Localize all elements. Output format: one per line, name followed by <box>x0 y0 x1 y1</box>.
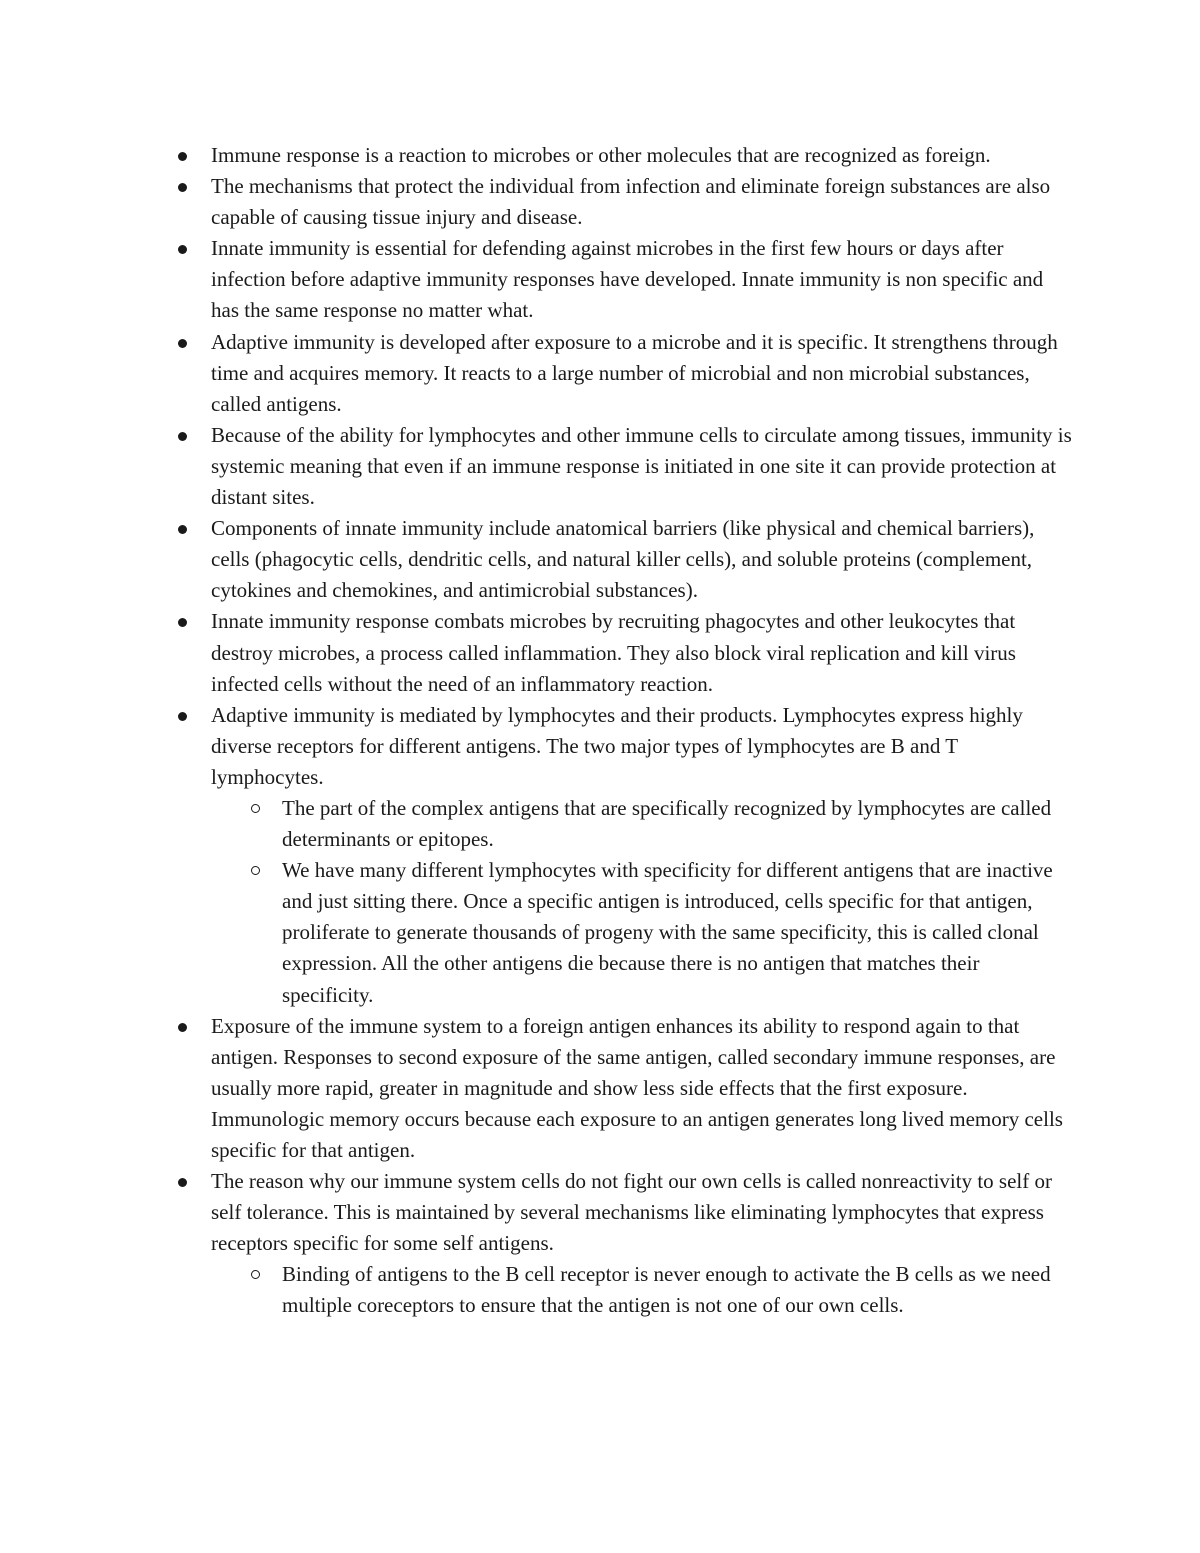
list-item <box>175 327 1075 420</box>
bullet-icon <box>178 432 187 441</box>
list-item <box>175 233 1075 326</box>
list-item-text: Because of the ability for lymphocytes and other immune cells to circulate among tissues, immunity is systemic meaning that even if an immune response is initiated in one site it can provide protection at distant sites. <box>211 422 1072 510</box>
sub-list-item <box>175 793 1075 855</box>
list-item-text: The reason why our immune system cells do not fight our own cells is called nonreactivity to self or self tolerance. This is maintained by several mechanisms like eliminating lymphocytes that express receptors specific for some self antigens. <box>211 1169 1052 1256</box>
list-item <box>175 606 1075 699</box>
circle-bullet-icon <box>251 866 260 875</box>
list-item <box>175 1166 1075 1321</box>
list-item <box>175 1011 1075 1166</box>
list-item-text: The mechanisms that protect the individual from infection and eliminate foreign substances are also capable of causing tissue injury and disease. <box>211 174 1051 230</box>
bullet-icon <box>178 339 187 348</box>
list-item <box>175 140 1075 171</box>
bullet-icon <box>178 618 187 627</box>
list-item-text: Immune response is a reaction to microbes or other molecules that are recognized as foreign. <box>211 143 991 167</box>
bullet-icon <box>178 525 187 534</box>
sub-list-item-text: We have many different lymphocytes with specificity for different antigens that are inactive and just sitting there. Once a specific antigen is introduced, cells specific for that antigen, proliferate to generate thousands of progeny with the same specificity, this is called clonal expression. All the other antigens die because there is no antigen that matches their specificity. <box>282 858 1053 1007</box>
bullet-icon <box>178 245 187 254</box>
bullet-icon <box>178 1178 187 1187</box>
list-item-text: Innate immunity is essential for defending against microbes in the first few hours or days after infection before adaptive immunity responses have developed. Innate immunity is non specific and has the same response no matter what. <box>211 236 1044 323</box>
sub-list-item <box>175 855 1075 1010</box>
sub-bullet-list <box>211 793 1075 1011</box>
list-item <box>175 171 1075 233</box>
list-item-text: Adaptive immunity is developed after exposure to a microbe and it is specific. It strengthens through time and acquires memory. It reacts to a large number of microbial and non microbial substances, called antigens. <box>211 329 1058 416</box>
list-item-text: Exposure of the immune system to a foreign antigen enhances its ability to respond again to that antigen. Responses to second exposure of the same antigen, called secondary immune responses, are usually more rapid, greater in magnitude and show less side effects that the first exposure. Immunologic memory occurs because each exposure to an antigen generates long lived memory cells specific for that antigen. <box>211 1013 1063 1162</box>
bullet-icon <box>178 152 187 161</box>
circle-bullet-icon <box>251 1270 260 1279</box>
sub-list-item <box>175 1259 1075 1321</box>
sub-bullet-list <box>211 1259 1075 1321</box>
sub-list-item-text: The part of the complex antigens that are specifically recognized by lymphocytes are called determinants or epitopes. <box>282 795 1052 852</box>
list-item-text: Components of innate immunity include anatomical barriers (like physical and chemical barriers), cells (phagocytic cells, dendritic cells, and natural killer cells), and soluble proteins (complement, cytokines and chemokines, and antimicrobial substances). <box>211 516 1035 603</box>
list-item <box>175 513 1075 606</box>
bullet-icon <box>178 183 187 192</box>
list-item <box>175 420 1075 513</box>
list-item <box>175 700 1075 1011</box>
list-item-text: Innate immunity response combats microbes by recruiting phagocytes and other leukocytes that destroy microbes, a process called inflammation. They also block viral replication and kill virus infected cells without the need of an inflammatory reaction. <box>211 609 1016 696</box>
circle-bullet-icon <box>251 804 260 813</box>
bullet-icon <box>178 1023 187 1032</box>
list-item-text: Adaptive immunity is mediated by lymphocytes and their products. Lymphocytes express highly diverse receptors for different antigens. The two major types of lymphocytes are B and T lymphocytes. <box>211 702 1023 789</box>
document-body <box>175 140 1075 1322</box>
bullet-icon <box>178 712 187 721</box>
sub-list-item-text: Binding of antigens to the B cell receptor is never enough to activate the B cells as we need multiple coreceptors to ensure that the antigen is not one of our own cells. <box>282 1262 1051 1318</box>
bullet-list <box>175 140 1075 1322</box>
